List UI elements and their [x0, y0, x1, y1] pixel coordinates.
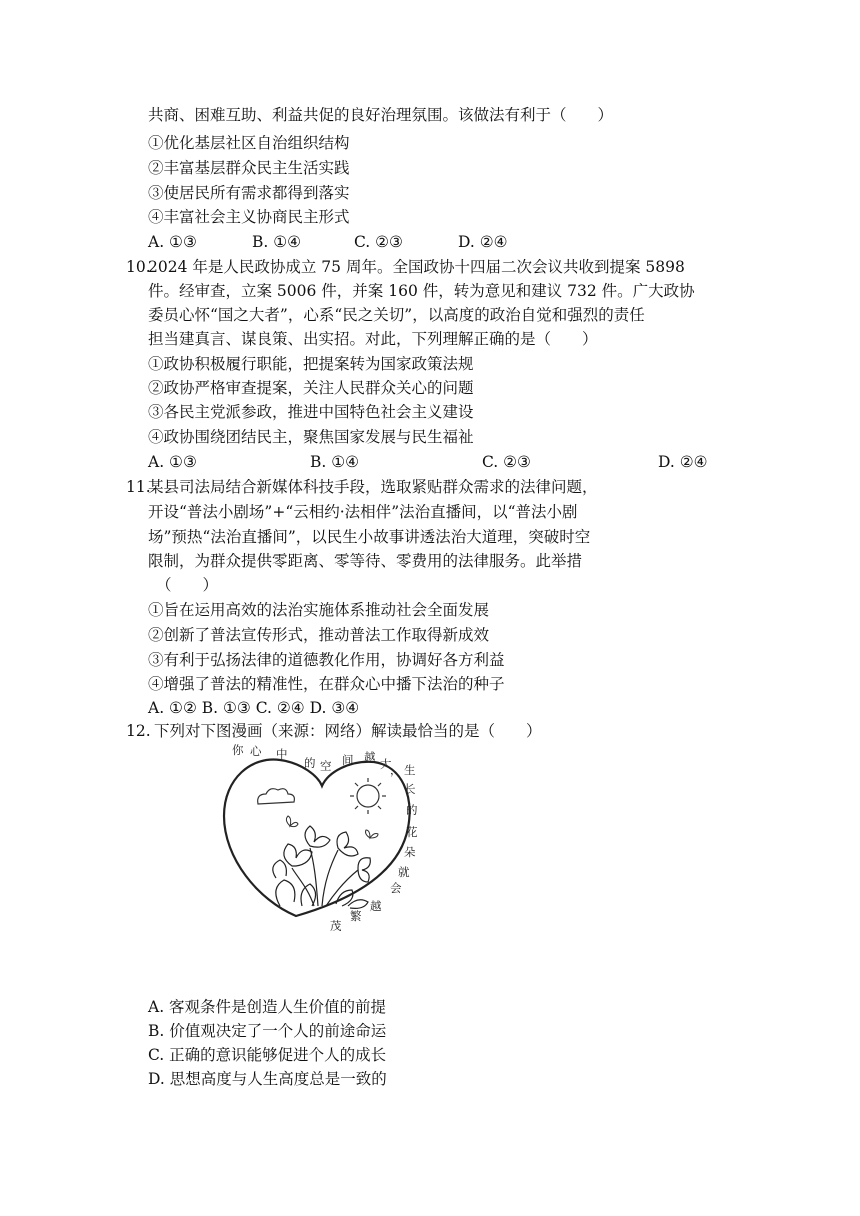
- q10-item-3: ③各民主党派参政，推进中国特色社会主义建设: [148, 403, 474, 421]
- q10-stem-line-2: 件。经审查，立案 5006 件，并案 160 件，转为意见和建议 732 件。广大政协: [148, 282, 695, 300]
- flower-plant-icon: [273, 826, 371, 908]
- cartoon-text-char: 茂: [330, 919, 342, 933]
- q11-item-2: ②创新了普法宣传形式，推动普法工作取得新成效: [148, 626, 490, 644]
- cartoon-text-char: 中: [276, 747, 288, 761]
- q11-stem-line-2: 开设“普法小剧场”+“云相约·法相伴”法治直播间，以“普法小剧: [148, 503, 578, 521]
- cartoon-text-char: 越: [364, 750, 376, 764]
- butterfly-icon: [286, 816, 298, 827]
- q10-item-1: ①政协积极履行职能，把提案转为国家政策法规: [148, 355, 474, 373]
- q11-stem-line-1: 某县司法局结合新媒体科技手段，选取紧贴群众需求的法律问题，: [148, 478, 598, 496]
- q11-stem-line-3: 场”预热“法治直播间”，以民生小故事讲透法治大道理，突破时空: [148, 528, 591, 546]
- cartoon-text-char: 大: [380, 757, 392, 771]
- butterfly-icon: [366, 830, 379, 838]
- cartoon-text-char: 会: [390, 881, 402, 895]
- cartoon-text-char: ，: [390, 763, 402, 777]
- q11-item-3: ③有利于弘扬法律的道德教化作用，协调好各方利益: [148, 651, 505, 669]
- cartoon-text-char: 心: [250, 744, 262, 758]
- q12-option-c: C. 正确的意识能够促进个人的成长: [148, 1046, 387, 1064]
- q9-item-1: ①优化基层社区自治组织结构: [148, 134, 350, 152]
- cloud-icon: [258, 789, 295, 804]
- q10-stem-line-1: 2024 年是人民政协成立 75 周年。全国政协十四届二次会议共收到提案 5898: [148, 258, 685, 276]
- q12-option-a: A. 客观条件是创造人生价值的前提: [148, 998, 387, 1016]
- q9-option-d: D. ②④: [458, 233, 508, 251]
- q9-item-3: ③使居民所有需求都得到落实: [148, 184, 350, 202]
- q12-option-d: D. 思想高度与人生高度总是一致的: [148, 1070, 387, 1088]
- q10-option-d: D. ②④: [658, 453, 708, 471]
- q10-option-c: C. ②③: [482, 453, 531, 471]
- q9-options: [148, 231, 508, 253]
- cartoon-text-char: 间: [342, 753, 354, 767]
- cartoon-text-char: 花: [406, 825, 418, 839]
- q9-stem-tail: 共商、困难互助、利益共促的良好治理氛围。该做法有利于（ ）: [148, 106, 614, 124]
- q12-stem: 下列对下图漫画（来源：网络）解读最恰当的是（ ）: [154, 722, 542, 740]
- q10-option-b: B. ①④: [310, 453, 360, 471]
- q11-item-1: ①旨在运用高效的法治实施体系推动社会全面发展: [148, 601, 490, 619]
- q10-item-4: ④政协围绕团结民主，聚焦国家发展与民生福祉: [148, 428, 474, 446]
- cartoon-text-char: 繁: [350, 909, 362, 923]
- cartoon-text-char: 的: [304, 756, 316, 770]
- q12-number: 12.: [126, 722, 151, 740]
- cartoon-text-char: 的: [406, 803, 418, 817]
- cartoon-text-char: 越: [370, 899, 382, 913]
- q9-item-2: ②丰富基层群众民主生活实践: [148, 159, 350, 177]
- cartoon-text-char: 生: [404, 763, 416, 777]
- cartoon-text-char: 空: [320, 759, 332, 773]
- q9-item-4: ④丰富社会主义协商民主形式: [148, 208, 350, 226]
- q11-item-4: ④增强了普法的精准性，在群众心中播下法治的种子: [148, 675, 505, 693]
- q11-answer-blank: （ ）: [156, 576, 219, 594]
- q10-stem-line-4: 担当建真言、谋良策、出实招。对此，下列理解正确的是（ ）: [148, 330, 598, 348]
- q9-option-c: C. ②③: [354, 233, 403, 251]
- cartoon-text-char: 你: [232, 743, 244, 757]
- q10-option-a: A. ①③: [148, 453, 197, 471]
- q10-item-2: ②政协严格审查提案，关注人民群众关心的问题: [148, 379, 474, 397]
- q10-stem-line-3: 委员心怀“国之大者”，心系“民之关切”，以高度的政治自觉和强烈的责任: [148, 306, 645, 324]
- q11-number: 11.: [126, 478, 151, 496]
- q10-number: 10.: [126, 258, 151, 276]
- sun-icon: [350, 778, 386, 814]
- q11-options: A. ①② B. ①③ C. ②④ D. ③④: [148, 699, 360, 717]
- q12-option-b: B. 价值观决定了一个人的前途命运: [148, 1022, 387, 1040]
- cartoon-text-char: 长: [404, 782, 416, 796]
- cartoon-text-char: 就: [398, 865, 410, 879]
- cartoon-text-char: 朵: [404, 845, 416, 859]
- q9-option-b: B. ①④: [252, 233, 302, 251]
- cartoon-image: [218, 738, 428, 938]
- q11-stem-line-4: 限制，为群众提供零距离、零等待、零费用的法律服务。此举措: [148, 552, 583, 570]
- q10-options: [148, 451, 708, 473]
- q9-option-a: A. ①③: [148, 233, 197, 251]
